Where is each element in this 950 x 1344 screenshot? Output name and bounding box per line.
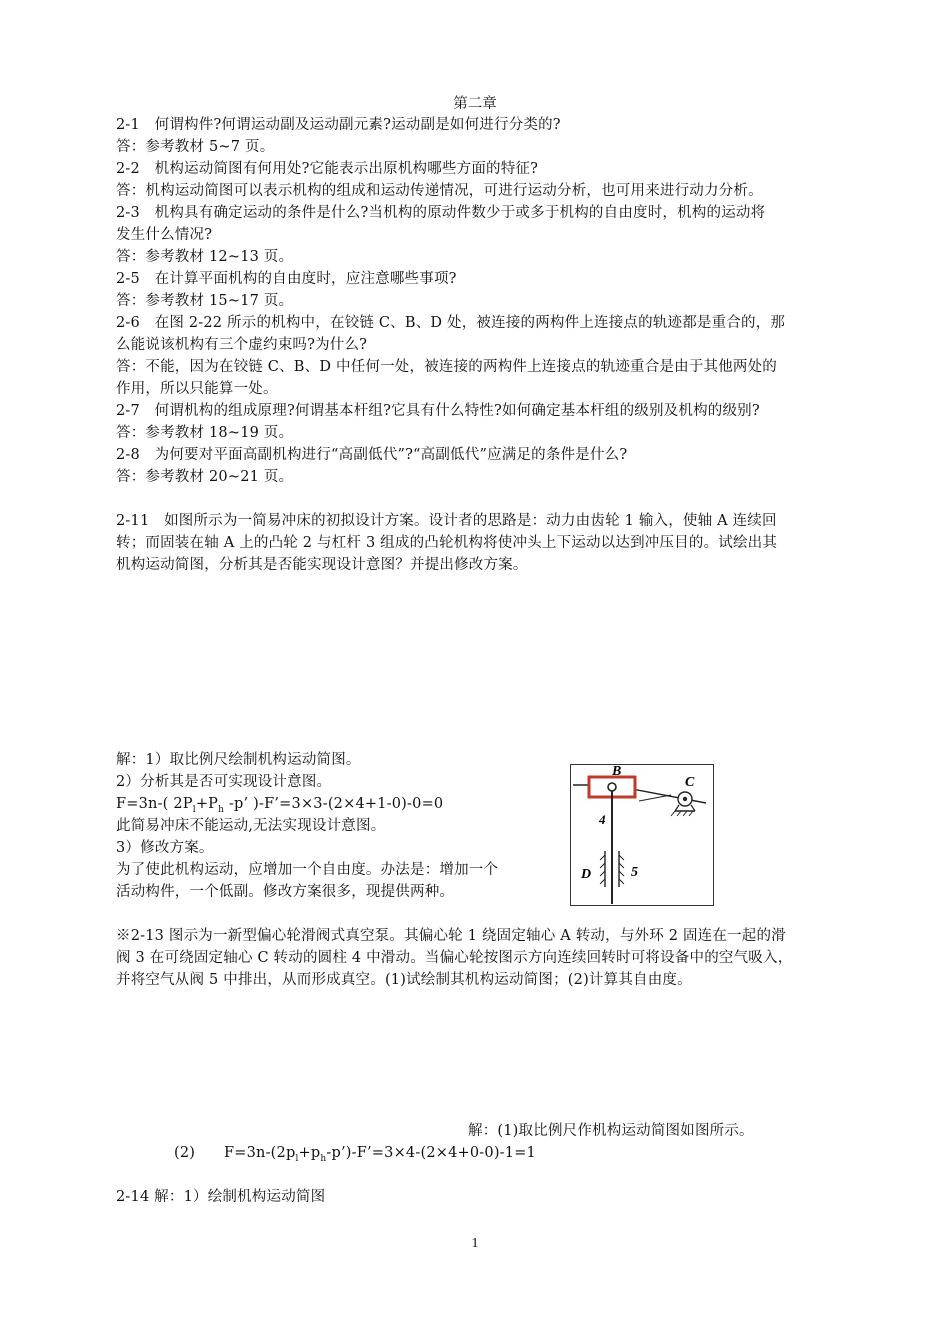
problem-2-11-line2: 转；而固装在轴 A 上的凸轮 2 与杠杆 3 组成的凸轮机构将使冲头上下运动以达到冲压目的。试绘出其 xyxy=(116,535,778,551)
solution-2-11-fix-line2: 活动构件，一个低副。修改方案很多，现提供两种。 xyxy=(116,884,455,900)
answer-2-1: 答：参考教材 5~7 页。 xyxy=(116,139,275,155)
problem-2-14: 2-14 解：1）绘制机构运动简图 xyxy=(116,1189,326,1205)
question-2-6-line1: 2-6 在图 2-22 所示的机构中，在铰链 C、B、D 处，被连接的两构件上连接点的轨迹都是重合的，那 xyxy=(116,315,786,331)
solution-2-11-step1: 解：1）取比例尺绘制机构运动简图。 xyxy=(116,752,361,768)
problem-2-13-line1: ※2-13 图示为一新型偏心轮滑阀式真空泵。其偏心轮 1 绕固定轴心 A 转动，与外环 2 固连在一起的滑 xyxy=(116,928,786,944)
question-2-1: 2-1 何谓构件?何谓运动副及运动副元素?运动副是如何进行分类的? xyxy=(116,117,561,133)
label-d: D xyxy=(581,867,592,882)
mechanism-diagram xyxy=(571,765,713,905)
answer-2-6-line2: 作用，所以只能算一处。 xyxy=(116,381,278,397)
solution-2-11-fix-line1: 为了使此机构运动，应增加一个自由度。办法是：增加一个 xyxy=(116,862,499,878)
solution-2-13-step1: 解：(1)取比例尺作机构运动简图如图所示。 xyxy=(468,1123,754,1139)
problem-2-11-line1: 2-11 如图所示为一简易冲床的初拟设计方案。设计者的思路是：动力由齿轮 1 输入，使轴 A 连续回 xyxy=(116,513,777,529)
solution-2-11-conclusion: 此简易冲床不能运动,无法实现设计意图。 xyxy=(116,818,386,834)
solution-2-13-formula: (2) $F=3n-(2p_l+p_h-p’)-F’=3\times 4-(2\times 4+0-0)-1=1$ xyxy=(174,1145,536,1164)
label-4: 4 xyxy=(599,812,606,827)
question-2-5: 2-5 在计算平面机构的自由度时，应注意哪些事项? xyxy=(116,271,457,287)
formula-number: (2) xyxy=(174,1145,196,1161)
label-5: 5 xyxy=(631,865,638,880)
solution-2-11-step3: 3）修改方案。 xyxy=(116,840,214,856)
question-2-8: 2-8 为何要对平面高副机构进行“高副低代”?“高副低代”应满足的条件是什么? xyxy=(116,447,628,463)
answer-2-8: 答：参考教材 20~21 页。 xyxy=(116,469,294,485)
answer-2-3: 答：参考教材 12~13 页。 xyxy=(116,249,294,265)
answer-2-6-line1: 答：不能，因为在铰链 C、B、D 中任何一处，被连接的两构件上连接点的轨迹重合是由于其他两处的 xyxy=(116,359,777,375)
question-2-7: 2-7 何谓机构的组成原理?何谓基本杆组?它具有什么特性?如何确定基本杆组的级别及机构的级别? xyxy=(116,403,760,419)
answer-2-7: 答：参考教材 18~19 页。 xyxy=(116,425,294,441)
question-2-3-line1: 2-3 机构具有确定运动的条件是什么?当机构的原动件数少于或多于机构的自由度时，机构的运动将 xyxy=(116,205,766,221)
solution-2-11-formula: F=3n-( $2P_l+P_h$ -p’ )-F’=3×3-(2×4+1-0)-0=0 xyxy=(116,796,444,815)
question-2-6-line2: 么能说该机构有三个虚约束吗?为什么? xyxy=(116,337,368,353)
problem-2-11-line3: 机构运动简图，分析其是否能实现设计意图？并提出修改方案。 xyxy=(116,557,528,573)
page-number: 1 xyxy=(471,1236,479,1251)
problem-2-13-line3: 并将空气从阀 5 中排出，从而形成真空。(1)试绘制其机构运动简图；(2)计算其自由度。 xyxy=(116,972,692,988)
label-b: B xyxy=(612,765,622,779)
mechanism-figure xyxy=(570,764,714,906)
answer-2-5: 答：参考教材 15~17 页。 xyxy=(116,293,294,309)
question-2-2: 2-2 机构运动简图有何用处?它能表示出原机构哪些方面的特征? xyxy=(116,161,539,177)
answer-2-2: 答：机构运动简图可以表示机构的组成和运动传递情况，可进行运动分析，也可用来进行动力分析。 xyxy=(116,183,763,199)
solution-2-11-step2: 2）分析其是否可实现设计意图。 xyxy=(116,774,332,790)
chapter-title: 第二章 xyxy=(453,96,497,112)
question-2-3-line2: 发生什么情况? xyxy=(116,227,213,243)
label-c: C xyxy=(685,775,695,790)
problem-2-13-line2: 阀 3 在可绕固定轴心 C 转动的圆柱 4 中滑动。当偏心轮按图示方向连续回转时可将设备中的空气吸入， xyxy=(116,950,793,966)
